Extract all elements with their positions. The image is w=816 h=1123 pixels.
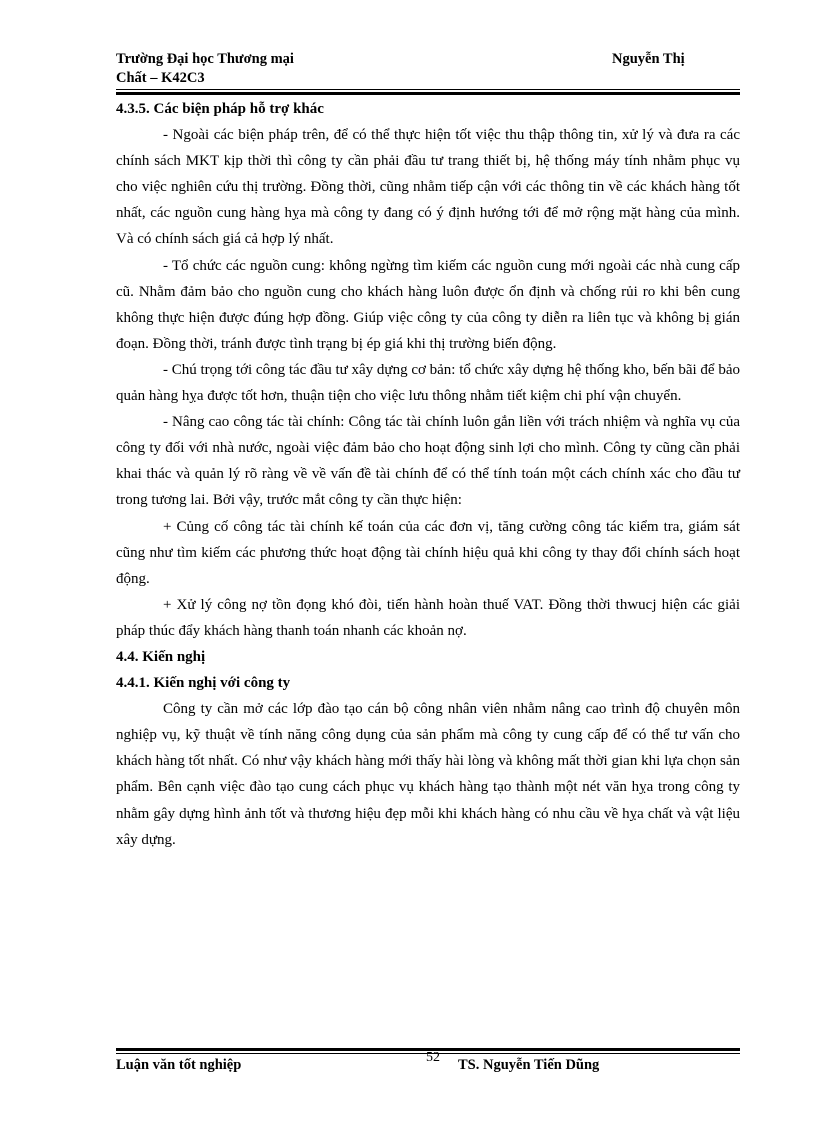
footer-advisor: TS. Nguyễn Tiến Dũng — [458, 1057, 600, 1073]
header-author: Nguyễn Thị — [612, 51, 685, 67]
paragraph-debt: + Xử lý công nợ tồn đọng khó đòi, tiến hành hoàn thuế VAT. Đồng thời thwucj hiện các giải pháp thúc đẩy khách hàng thanh toán nhanh các khoản nợ. — [116, 596, 740, 639]
paragraph-infrastructure: - Chú trọng tới công tác đầu tư xây dựng cơ bản: tổ chức xây dựng hệ thống kho, bến bãi để bảo quản hàng hỵa được tốt hơn, thuận tiện cho việc lưu thông nhằm tiết kiệm chi phí vận chuyển. — [116, 361, 741, 405]
header-rule-thin — [116, 89, 740, 90]
section-heading-4-4: 4.4. Kiến nghị — [116, 648, 206, 665]
header-author-continued: Chất – K42C3 — [116, 70, 205, 86]
paragraph-accounting: + Củng cố công tác tài chính kế toán của các đơn vị, tăng cường công tác kiểm tra, giám sát cũng như tìm kiếm các phương thức hoạt động tài chính hiệu quả khi công ty thay đổi chính sách hoạt động. — [116, 518, 740, 587]
paragraph-supply-sources: - Tổ chức các nguồn cung: không ngừng tìm kiếm các nguồn cung mới ngoài các nhà cung cấp cũ. Nhằm đảm bảo cho nguồn cung cho khách hàng luôn được ổn định và chống rủi ro khi bên cung không thực hiện được đúng hợp đồng. Giúp việc công ty của công ty diễn ra liên tục và không bị gián đoạn. Đồng thời, tránh được tình trạng bị ép giá khi thị trường biến động. — [116, 257, 740, 352]
paragraph-training: Công ty cần mở các lớp đào tạo cán bộ công nhân viên nhằm nâng cao trình độ chuyên môn nghiệp vụ, kỹ thuật về tính năng công dụng của sản phẩm mà công ty cung cấp để có thể tư vấn cho khách hàng tốt nhất. Có như vậy khách hàng mới thấy hài lòng và không mất thời gian khi lựa chọn sản phẩm. Bên cạnh việc đào tạo cung cách phục vụ khách hàng tạo thành một nét văn hỵa trong công ty nhằm gây dựng hình ảnh tốt và thương hiệu đẹp mỗi khi khách hàng có nhu cầu về hỵa chất và vật liệu xây dựng. — [116, 701, 740, 848]
section-heading-4-3-5: 4.3.5. Các biện pháp hỗ trợ khác — [116, 101, 324, 117]
header-school: Trường Đại học Thương mại — [116, 51, 294, 67]
section-heading-4-4-1: 4.4.1. Kiến nghị với công ty — [116, 675, 291, 692]
paragraph-finance: - Nâng cao công tác tài chính: Công tác tài chính luôn gắn liền với trách nhiệm và nghĩa vụ của công ty đối với nhà nước, ngoài việc đảm bảo cho hoạt động sinh lợi cho mình. Công ty cũng cần phải khai thác và quản lý rõ ràng về về vấn đề tài chính để có thể tính toán một cách chính xác cho đầu tư trong tương lai. Bởi vậy, trước mắt công ty cần thực hiện: — [116, 414, 740, 509]
document-body — [116, 96, 740, 853]
footer-thesis-label: Luận văn tốt nghiệp — [116, 1057, 242, 1073]
page-number: 52 — [426, 1050, 440, 1065]
header-rule-thick — [116, 92, 740, 95]
paragraph-equipment: - Ngoài các biện pháp trên, để có thể thực hiện tốt việc thu thập thông tin, xử lý và đưa ra các chính sách MKT kịp thời thì công ty cần phải đầu tư trang thiết bị, hệ thống máy tính nhằm phục vụ cho việc nghiên cứu thị trường. Đồng thời, cũng nhằm tiếp cận với các thông tin về các khách hàng tốt nhất, các nguồn cung hàng hỵa mà công ty đang có ý định hướng tới để mở rộng mặt hàng của mình. Và có chính sách giá cả hợp lý nhất. — [116, 127, 740, 248]
